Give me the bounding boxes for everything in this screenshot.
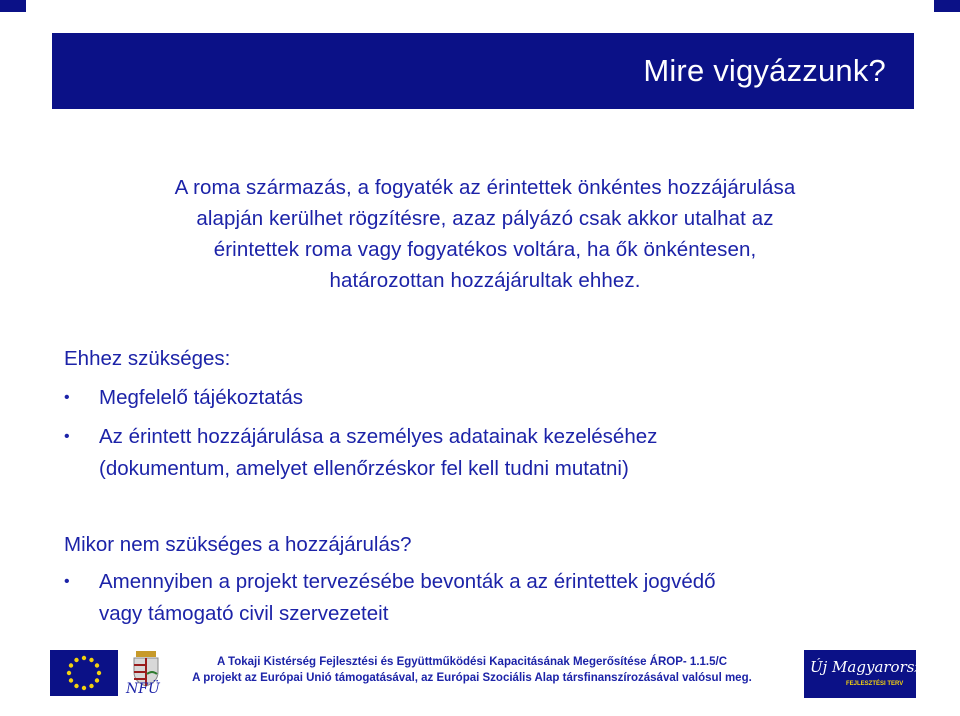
intro-line: érintettek roma vagy fogyatékos voltára, ha ők önkéntesen,	[213, 238, 757, 261]
uj-magyarorszag-logo	[804, 650, 941, 698]
intro-line: határozottan hozzájárultak ehhez.	[329, 269, 641, 292]
intro-line: alapján kerülhet rögzítésre, azaz pályázó csak akkor utalhat az	[196, 207, 774, 230]
nfu-logo	[122, 648, 170, 700]
slide-title: Mire vigyázzunk?	[643, 53, 886, 88]
section1-heading: Ehhez szükséges:	[64, 347, 231, 370]
title-bar	[52, 33, 914, 109]
section2-heading: Mikor nem szükséges a hozzájárulás?	[64, 533, 412, 556]
bullet-icon: •	[64, 573, 70, 590]
uj-magyarorszag-logo-subtext: FEJLESZTÉSI TERV	[846, 681, 904, 687]
eu-stars-icon	[50, 650, 118, 696]
corner-mark-left	[0, 0, 26, 12]
intro-line: A roma származás, a fogyaték az érintettek önkéntes hozzájárulása	[174, 176, 796, 199]
uj-magyarorszag-logo-text: Új Magyarország	[810, 658, 941, 676]
bullet-line: Amennyiben a projekt tervezésébe bevonták a az érintettek jogvédő	[99, 570, 716, 593]
footer-line-1: A Tokaji Kistérség Fejlesztési és Együttműködési Kapacitásának Megerősítése ÁROP- 1.1.5/C	[216, 656, 728, 668]
bullet-line: (dokumentum, amelyet ellenőrzéskor fel kell tudni mutatni)	[99, 457, 629, 480]
bullet-line: Megfelelő tájékoztatás	[99, 386, 303, 409]
bullet-line: Az érintett hozzájárulása a személyes adatainak kezeléséhez	[99, 425, 658, 448]
nfu-logo-text: NFÜ	[126, 681, 160, 697]
corner-mark-right	[934, 0, 960, 12]
bullet-line: vagy támogató civil szervezeteit	[99, 602, 389, 625]
bullet-icon: •	[64, 428, 70, 445]
eu-flag-logo	[50, 650, 118, 696]
footer-line-2: A projekt az Európai Unió támogatásával, az Európai Szociális Alap társfinanszírozásával valósul meg.	[192, 672, 752, 684]
bullet-icon: •	[64, 389, 70, 406]
intro-paragraph	[70, 172, 900, 296]
